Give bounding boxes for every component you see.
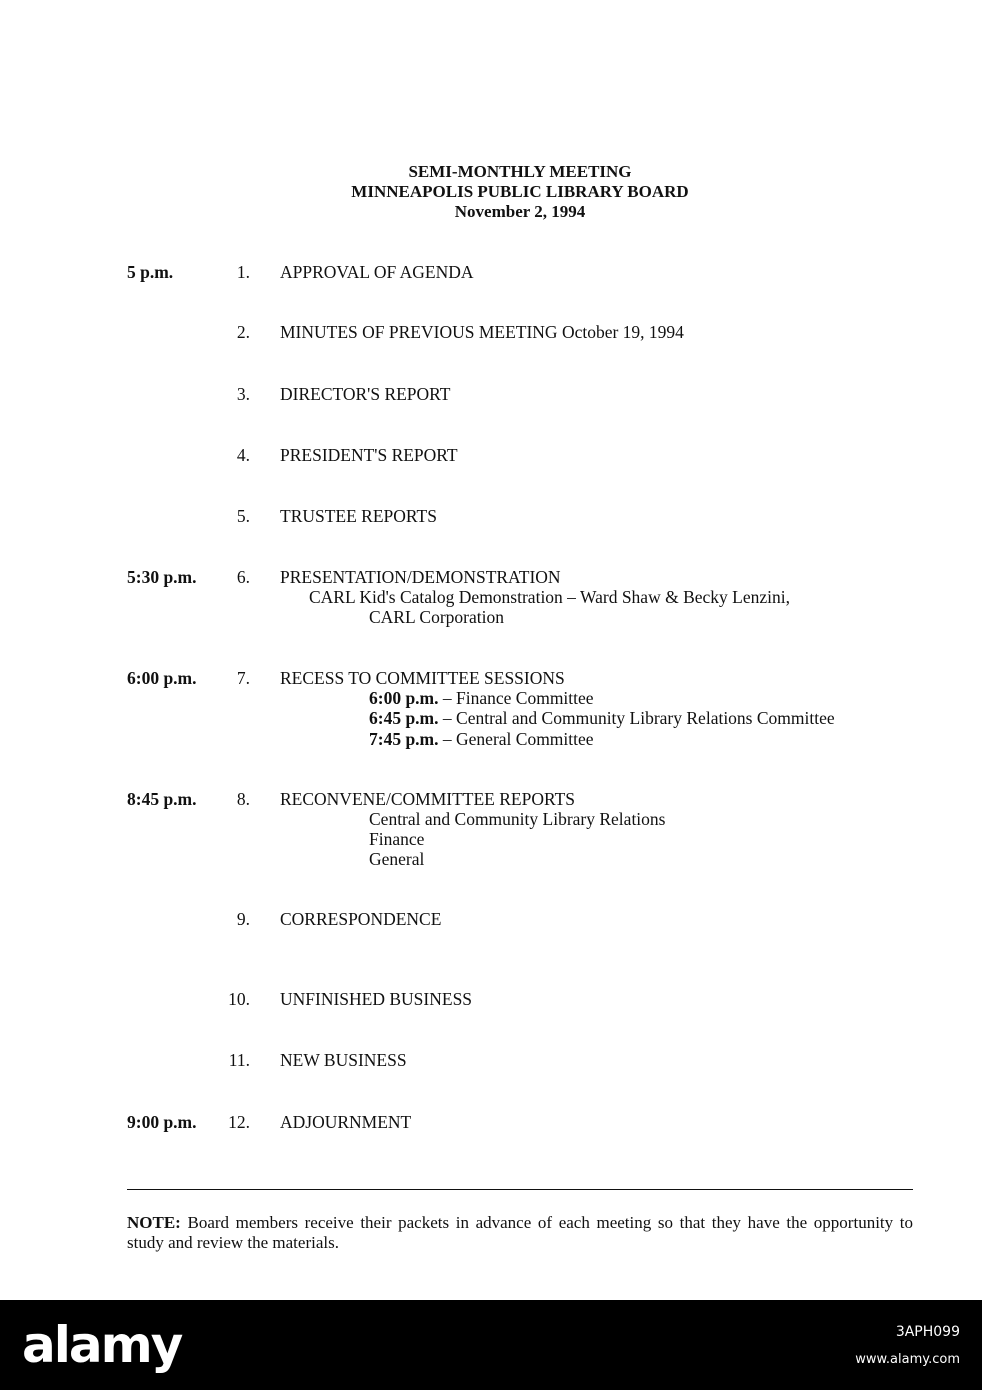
- agenda-title: APPROVAL OF AGENDA: [280, 262, 474, 282]
- agenda-number: 8.: [236, 789, 250, 809]
- session-name: – General Committee: [442, 729, 594, 749]
- agenda-number: 3.: [236, 384, 250, 404]
- session-time: 7:45 p.m.: [369, 729, 439, 749]
- site-url: www.alamy.com: [855, 1352, 960, 1367]
- committee-report: Finance: [369, 829, 425, 849]
- agenda-number: 5.: [236, 506, 250, 526]
- agenda-number: 7.: [236, 668, 250, 688]
- header-meeting-type: SEMI-MONTHLY MEETING: [408, 162, 632, 181]
- document-header: [0, 162, 982, 222]
- header-board-name: MINNEAPOLIS PUBLIC LIBRARY BOARD: [351, 182, 689, 201]
- agenda-detail: CARL Corporation: [369, 607, 504, 627]
- note-label: NOTE:: [127, 1213, 181, 1232]
- agenda-time: 6:00 p.m.: [127, 668, 197, 688]
- agenda-title: PRESENTATION/DEMONSTRATION: [280, 567, 561, 587]
- committee-report: General: [369, 849, 425, 869]
- note-text: Board members receive their packets in advance of each meeting so that they have the opportunity to study and review the materials.: [127, 1213, 913, 1252]
- committee-report: Central and Community Library Relations: [369, 809, 666, 829]
- note-paragraph: [127, 1213, 913, 1253]
- agenda-number: 6.: [236, 567, 250, 587]
- agenda-title: CORRESPONDENCE: [280, 909, 442, 929]
- agenda-number: 9.: [236, 909, 250, 929]
- agenda-title: PRESIDENT'S REPORT: [280, 445, 458, 465]
- agenda-title: MINUTES OF PREVIOUS MEETING October 19, 1994: [280, 322, 684, 342]
- agenda-number: 11.: [228, 1050, 250, 1070]
- agenda-number: 4.: [236, 445, 250, 465]
- agenda-number: 2.: [236, 322, 250, 342]
- agenda-title: NEW BUSINESS: [280, 1050, 407, 1070]
- session-time: 6:00 p.m.: [369, 688, 439, 708]
- committee-session: [369, 708, 835, 728]
- agenda-title: DIRECTOR'S REPORT: [280, 384, 451, 404]
- divider: [127, 1189, 913, 1190]
- agenda-time: 9:00 p.m.: [127, 1112, 197, 1132]
- watermark-footer: [0, 1300, 982, 1390]
- agenda-number: 10.: [228, 989, 250, 1009]
- agenda-title: ADJOURNMENT: [280, 1112, 412, 1132]
- agenda-number: 1.: [236, 262, 250, 282]
- agenda-title: RECONVENE/COMMITTEE REPORTS: [280, 789, 575, 809]
- agenda-title: RECESS TO COMMITTEE SESSIONS: [280, 668, 565, 688]
- agenda-title: TRUSTEE REPORTS: [280, 506, 437, 526]
- agenda-time: 5 p.m.: [127, 262, 174, 282]
- header-date: November 2, 1994: [454, 202, 586, 221]
- session-time: 6:45 p.m.: [369, 708, 439, 728]
- committee-session: [369, 729, 594, 749]
- session-name: – Finance Committee: [442, 688, 594, 708]
- image-id: 3APH099: [895, 1324, 960, 1340]
- agenda-time: 8:45 p.m.: [127, 789, 197, 809]
- agenda-title: UNFINISHED BUSINESS: [280, 989, 473, 1009]
- committee-session: [369, 688, 594, 708]
- session-name: – Central and Community Library Relations Committee: [442, 708, 835, 728]
- agenda-detail: CARL Kid's Catalog Demonstration – Ward Shaw & Becky Lenzini,: [309, 587, 790, 607]
- agenda-time: 5:30 p.m.: [127, 567, 197, 587]
- alamy-logo: alamy: [22, 1316, 182, 1374]
- agenda-number: 12.: [228, 1112, 250, 1132]
